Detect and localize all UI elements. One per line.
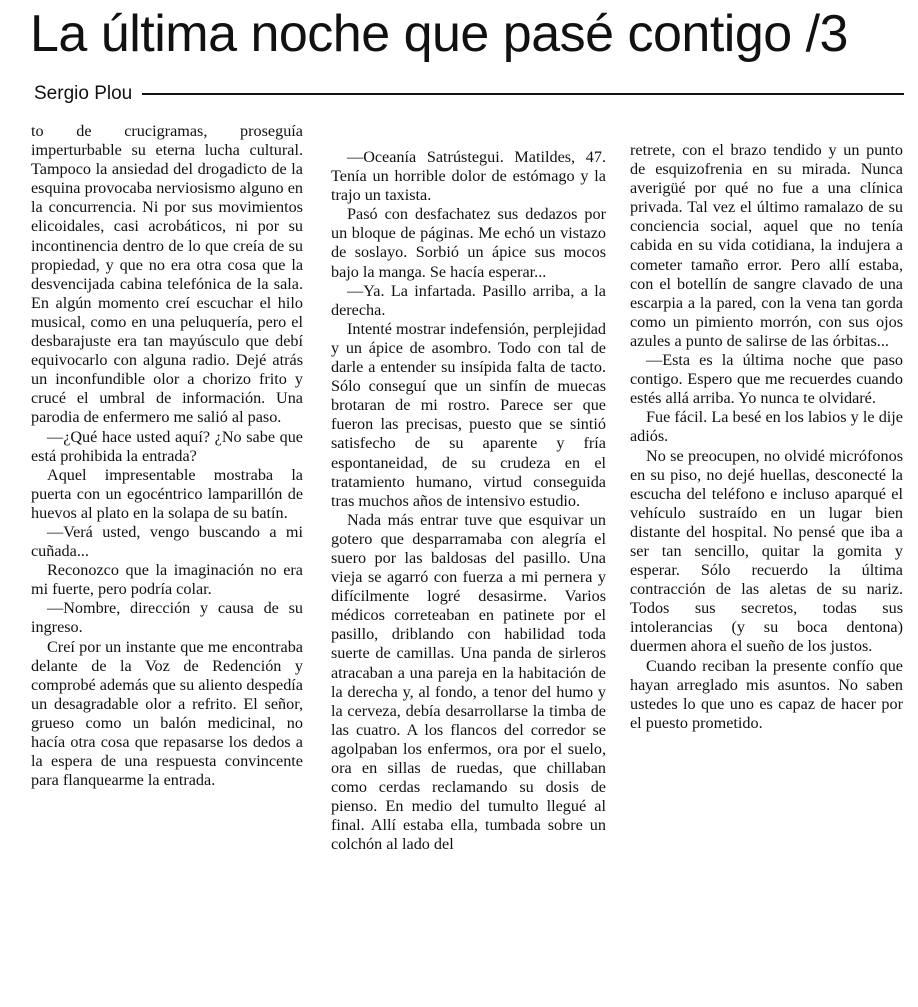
paragraph: —Nombre, dirección y causa de su ingreso. [31, 599, 303, 637]
paragraph: retrete, con el brazo tendido y un punto de esquizofrenia en su mirada. Nunca averigüé por qué no fue a una clínica privada. Tal vez el último ramalazo de su conciencia social, aquel que no tenía cabida en su vida cotidiana, la indujera a cometer tamaño error. Pero allí estaba, con el botellín de sangre clavado de una escarpia a la pared, con la vena tan gorda como un pimiento morrón, con sus ojos azules a punto de salirse de las órbitas... [630, 141, 903, 350]
paragraph: Fue fácil. La besé en los labios y le dije adiós. [630, 408, 903, 446]
paragraph: to de crucigramas, proseguía imperturbable su eterna lucha cultural. Tampoco la ansiedad del drogadicto de la esquina provocaba nerviosismo alguno en la concurrencia. Ni por sus movimientos elicoidales, casi acrobáticos, ni por su incontinencia dentro de lo que creía de su propiedad, y que no era otra cosa que la desvencijada cabina telefónica de la sala. En algún momento creí escuchar el hilo musical, como en una peluquería, pero el desbarajuste era tan mayúsculo que debí equivocarlo con alguna radio. Dejé atrás un inconfundible olor a chorizo frito y crucé el umbral de información. Una parodia de enfermero me salió al paso. [31, 122, 303, 427]
byline [34, 80, 904, 108]
paragraph: Aquel impresentable mostraba la puerta con un egocéntrico lamparillón de huevos al plato en la solapa de su batín. [31, 465, 303, 522]
text-column-3 [630, 141, 903, 733]
article-title: La última noche que pasé contigo /3 [30, 5, 848, 63]
paragraph: —¿Qué hace usted aquí? ¿No sabe que está prohibida la entrada? [31, 427, 303, 465]
paragraph: No se preocupen, no olvidé micrófonos en su piso, no dejé huellas, desconecté la escucha del teléfono e incluso aparqué el vehículo sustraído en un lugar bien distante del hospital. No pensé que iba a ser tan sencillo, quitar la gomita y esperar. Sólo recuerdo la última contracción de las aletas de su nariz. Todos sus secretos, todas sus intolerancias (y su boca dentona) duermen ahora el sueño de los justos. [630, 446, 903, 656]
paragraph: Nada más entrar tuve que esquivar un gotero que desparramaba con alegría el suero por las baldosas del pasillo. Una vieja se agarró con fuerza a mi pernera y difícilmente logré desasirme. Varios médicos correteaban en patinete por el pasillo, driblando con habilidad toda suerte de camillas. Una panda de sirleros atracaban a una pareja en la habitación de la derecha y, al fondo, a tenor del humo y la cerveza, debía desarrollarse la timba de las cuatro. A los flancos del corredor se agolpaban los enfermos, ora por el suelo, ora en sillas de ruedas, que chillaban como cerdas reclamando su dosis de pienso. En medio del tumulto llegué al final. Allí estaba ella, tumbada sobre un colchón al lado del [331, 510, 606, 854]
paragraph: —Oceanía Satrústegui. Matildes, 47. Tenía un horrible dolor de estómago y la trajo un taxista. [331, 148, 606, 205]
paragraph: —Ya. La infartada. Pasillo arriba, a la derecha. [331, 281, 606, 319]
paragraph: Reconozco que la imaginación no era mi fuerte, pero podría colar. [31, 561, 303, 599]
byline-rule [142, 93, 904, 95]
text-column-2 [331, 148, 606, 854]
paragraph: Pasó con desfachatez sus dedazos por un bloque de páginas. Me echó un vistazo de soslayo. Sorbió un ápice sus mocos bajo la manga. Se hacía esperar... [331, 205, 606, 281]
paragraph: Creí por un instante que me encontraba delante de la Voz de Redención y comprobé además que su aliento despedía un desagradable olor a refrito. El señor, grueso como un balón medicinal, no hacía otra cosa que repasarse los dedos a la espera de una respuesta convincente para flanquearme la entrada. [31, 637, 303, 790]
paragraph: —Esta es la última noche que paso contigo. Espero que me recuerdes cuando estés allá arriba. Yo nunca te olvidaré. [630, 351, 903, 408]
paragraph: —Verá usted, vengo buscando a mi cuñada... [31, 522, 303, 561]
paragraph: Intenté mostrar indefensión, perplejidad y un ápice de asombro. Todo con tal de darle a entender su insípida falta de tacto. Sólo conseguí que un sinfín de muecas brotaran de mi rostro. Parece ser que fueron las precisas, puesto que se sintió satisfecho de su aparente y fría espontaneidad, de su crudeza en el tratamiento humano, virtud conseguida tras muchos años de intensivo estudio. [331, 319, 606, 510]
paragraph: Cuando reciban la presente confío que hayan arreglado mis asuntos. No saben ustedes lo que uno es capaz de hacer por el puesto prometido. [630, 656, 903, 732]
author-name: Sergio Plou [34, 83, 133, 104]
text-column-1 [31, 122, 303, 790]
